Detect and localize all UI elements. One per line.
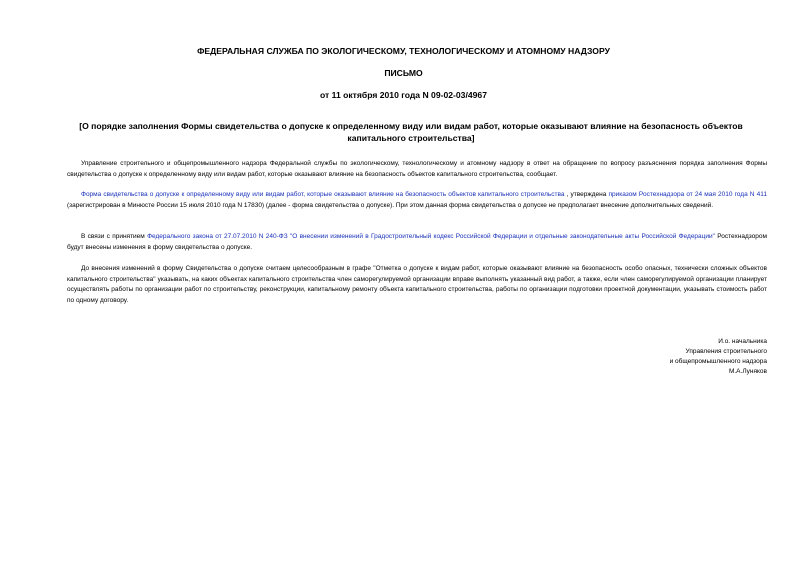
document-subject: [О порядке заполнения Формы свидетельства о допуске к определенному виду или видам работ, которые оказывают влияние на безопасность объектов капитального строительства]: [79, 121, 743, 143]
document-type: ПИСЬМО: [384, 68, 423, 78]
paragraph-1: Управление строительного и общепромышленного надзора Федеральной службы по экологическому, технологическому и атомному надзору в ответ на обращение по вопросу разъяснения порядка заполнения Формы свидетельства о допуске к определенному виду или видам работ, которые оказывают влияние на безопасность объектов капитального строительства, сообщает.: [67, 160, 767, 178]
signature-department: Управления строительного: [685, 348, 767, 355]
paragraph-3: [67, 232, 767, 253]
paragraph-3-text-2: Ростехнадзором будут внесены изменения в форму свидетельства о допуске.: [67, 233, 767, 251]
paragraph-2: [67, 190, 767, 211]
link-form-certificate[interactable]: Форма свидетельства о допуске к определенному виду или видам работ, которые оказывают влияние на безопасность объектов капитального строительства: [81, 191, 565, 198]
paragraph-2-text-1: , утверждена: [564, 191, 609, 198]
link-federal-law[interactable]: Федерального закона от 27.07.2010 N 240-ФЗ "О внесении изменений в Градостроительный кодекс Российской Федерации и отдельные законодательные акты Российской Федерации": [147, 233, 715, 240]
document-date-number: от 11 октября 2010 года N 09-02-03/4967: [320, 90, 487, 100]
signature-name: М.А.Луняков: [728, 368, 767, 375]
paragraph-2-text-2: (зарегистрирован в Минюсте России 15 июля 2010 года N 17830) (далее - форма свидетельства о допуске). При этом данная форма свидетельства о допуске не предполагает внесение дополнительных сведений.: [67, 201, 714, 209]
signature-title: И.о. начальника: [718, 338, 767, 345]
signature-department-2: и общепромышленного надзора: [669, 358, 767, 365]
agency-title: ФЕДЕРАЛЬНАЯ СЛУЖБА ПО ЭКОЛОГИЧЕСКОМУ, ТЕХНОЛОГИЧЕСКОМУ И АТОМНОМУ НАДЗОРУ: [197, 46, 610, 56]
paragraph-4: До внесения изменений в форму Свидетельства о допуске считаем целесообразным в графе "Отметка о допуске к видам работ, которые оказывают влияние на безопасность особо опасных, технически сложных объектов капитального строительства" указывать, на каких объектах капитального строительства член саморегулируемой организации вправе выполнять указанный вид работ, а также, если член саморегулируемой организации планирует осуществлять работы по организации работ по строительству, реконструкции, капитальному ремонту объекта капитального строительства, работы по организации подготовки проектной документации, указывать стоимость работ по одному договору.: [67, 265, 767, 304]
link-rostekhnadzor-order[interactable]: приказом Ростехнадзора от 24 мая 2010 года N 411: [608, 191, 767, 198]
paragraph-3-text-1: В связи с принятием: [81, 233, 148, 240]
